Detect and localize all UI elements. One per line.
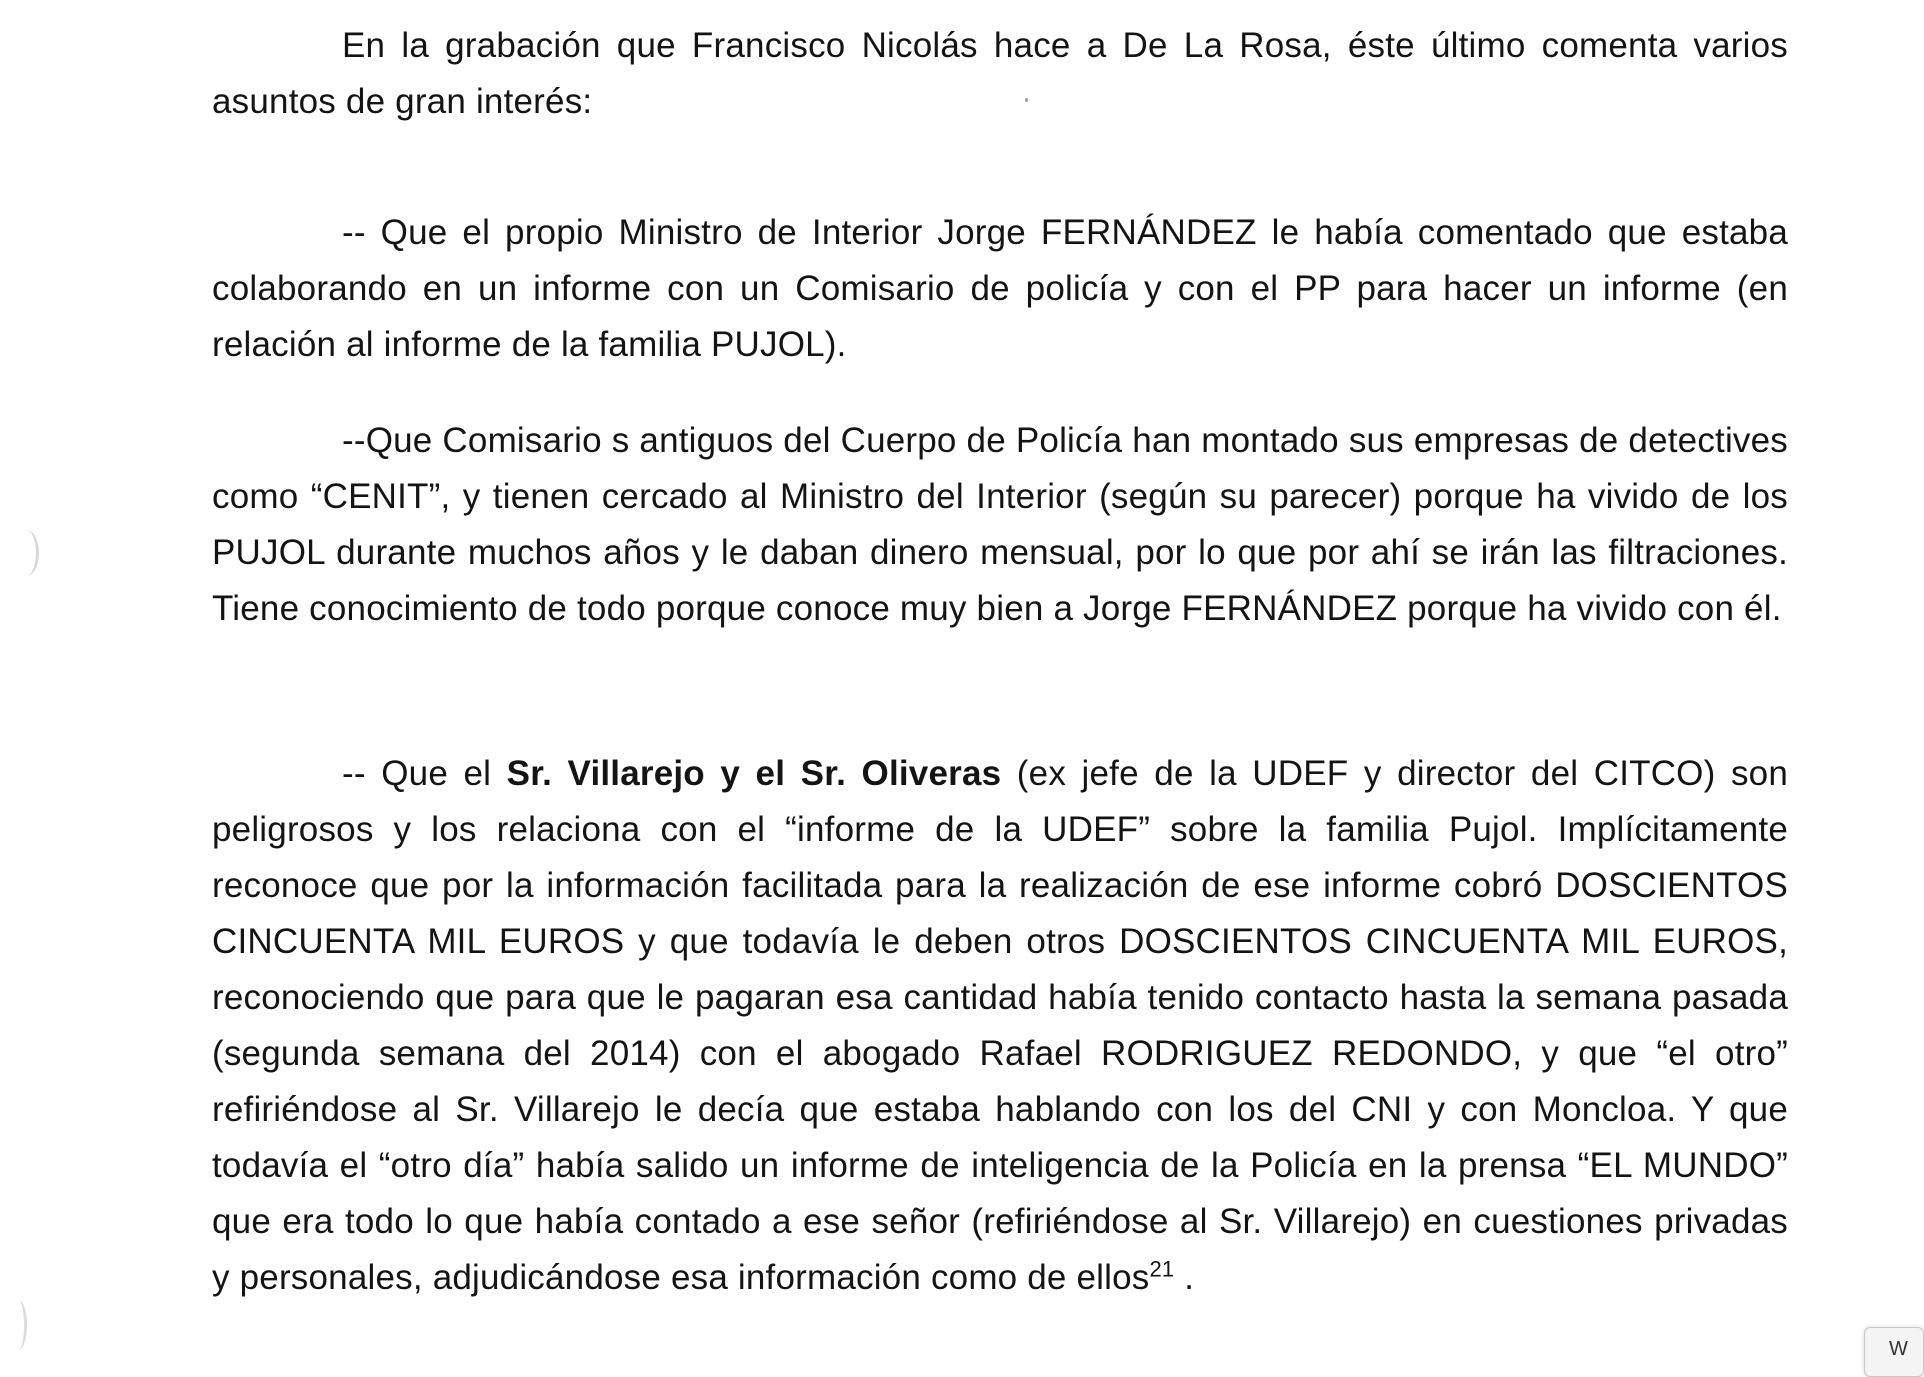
paragraph-villarejo-body: (ex jefe de la UDEF y director del CITCO) son peligrosos y los relaciona con el “informe de la UDEF” sobre la familia Pujol. Implícitamente reconoce que por la información facilitada para la realización de ese informe cobró DOSCIENTOS CINCUENTA MIL EUROS y que todavía le deben otros DOSCIENTOS CINCUENTA MIL EUROS, reconociendo que para que le pagaran esa cantidad había tenido contacto hasta la semana pasada (segunda semana del 2014) con el abogado Rafael RODRIGUEZ REDONDO, y que “el otro” refiriéndose al Sr. Villarejo le decía que estaba hablando con los del CNI y con Moncloa. Y que todavía el “otro día” había salido un informe de inteligencia de la Policía en la prensa “EL MUNDO” que era todo lo que había contado a ese señor (refiriéndose al Sr. Villarejo) en cuestiones privadas y personales, adjudicándose esa información como de ellos xyxy=(212,754,1789,1297)
paragraph-villarejo-bold-names: Sr. Villarejo y el Sr. Oliveras xyxy=(506,754,1002,793)
footnote-reference[interactable]: 21 xyxy=(1149,1256,1175,1282)
paragraph-villarejo xyxy=(212,746,1788,1306)
paragraph-comisarios: --Que Comisario s antiguos del Cuerpo de Policía han montado sus empresas de detectives como “CENIT”, y tienen cercado al Ministro del Interior (según su parecer) porque ha vivido de los PUJOL durante muchos años y le daban dinero mensual, por lo que por ahí se irán las filtraciones. Tiene conocimiento de todo porque conoce muy bien a Jorge FERNÁNDEZ porque ha vivido con él. xyxy=(212,421,1788,628)
paragraph-villarejo-suffix: . xyxy=(1174,1258,1195,1297)
scan-artifact-dot xyxy=(1025,98,1028,102)
paragraph-villarejo-prefix: -- Que el xyxy=(342,754,507,793)
scan-artifact-left-bottom xyxy=(10,1300,27,1350)
paragraph-intro: En la grabación que Francisco Nicolás hace a De La Rosa, éste último comenta varios asuntos de gran interés: xyxy=(212,26,1788,121)
paragraph-ministro: -- Que el propio Ministro de Interior Jorge FERNÁNDEZ le había comentado que estaba colaborando en un informe con un Comisario de policía y con el PP para hacer un informe (en relación al informe de la familia PUJOL). xyxy=(212,213,1788,364)
scan-artifact-left xyxy=(14,530,39,576)
corner-widget-button[interactable]: W xyxy=(1864,1327,1924,1377)
